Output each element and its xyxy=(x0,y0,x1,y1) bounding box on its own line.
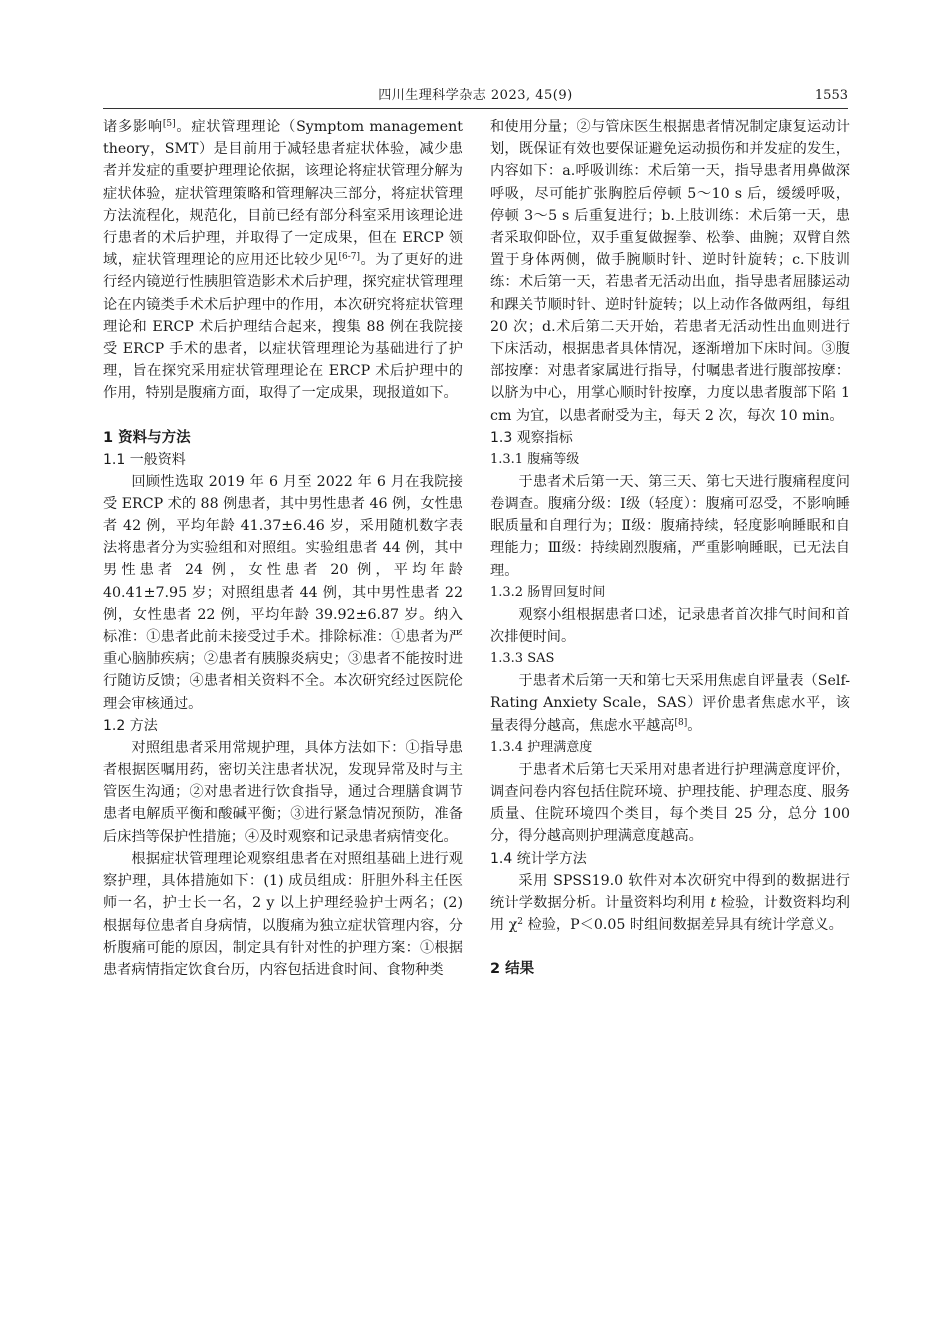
journal-title: 四川生理科学杂志 2023, 45(9) xyxy=(378,88,573,103)
section-1-2-heading: 1.2 方法 xyxy=(103,717,158,734)
chi-square-exponent: 2 xyxy=(517,917,524,928)
continued-paragraph: 和使用分量；②与管床医生根据患者情况制定康复运动计划，既保证有效也要保证避免运动损伤和并发症的发生，内容如下：a.呼吸训练：术后第一天，指导患者用鼻做深呼吸，尽可能扩张胸腔后停顿 5～10 s 后，缓缓呼吸，停顿 3～5 s 后重复进行；b.上肢训练：术后第一天，患者采取仰卧位，双手重复做握拳、松拳、曲腕；双臂自然置于身体两侧，做手腕顺时针、逆时针旋转；c.下肢训练：术后第一天，若患者无活动出血，指导患者屈膝运动和踝关节顺时针、逆时针旋转；以上动作各做两组，每组 20 次；d.术后第二天开始，若患者无活动性出血则进行下床活动，根据患者具体情况，逐渐增加下床时间。③腹部按摩：对患者家属进行指导，付嘱患者进行腹部按摩：以脐为中心，用掌心顺时针按摩，力度以患者腹部下陷 1 cm 为宜，以患者耐受为主，每天 2 次，每次 10 min。 xyxy=(490,119,850,424)
section-1-4-heading: 1.4 统计学方法 xyxy=(490,850,587,867)
section-1-2-paragraph-1: 对照组患者采用常规护理，具体方法如下：①指导患者根据医嘱用药，密切关注患者状况，发现异常及时与主管医生沟通；②对患者进行饮食指导，通过合理膳食调节患者电解质平衡和酸碱平衡；③进行紧急情况预防，准备后床挡等保护性措施；④及时观察和记录患者病情变化。 xyxy=(103,739,463,845)
section-1-1-text: 回顾性选取 2019 年 6 月至 2022 年 6 月在我院接受 ERCP 术的 88 例患者，其中男性患者 46 例，女性患者 42 例，平均年龄 41.37±6.46 岁，采用随机数字表法将患者分为实验组和对照组。实验组患者 44 例，其中男性患者 24 例，女性患者 20 例，平均年龄 40.41±7.95 岁；对照组患者 44 例，其中男性患者 22 例，女性患者 22 例，平均年龄 39.92±6.87 岁。纳入标准：①患者此前未接受过手术。排除标准：①患者为严重心脑肺疾病；②患者有胰腺炎病史；③患者不能按时进行随访反馈；④患者相关资料不全。本次研究经过医院伦理会审核通过。 xyxy=(103,473,463,712)
stats-text-a: 采用 SPSS19.0 软件对本次研究中得到的数据进行统计学数据分析。计量资料均利用 xyxy=(490,872,850,911)
section-1-3-1-heading: 1.3.1 腹痛等级 xyxy=(490,451,580,467)
section-1-3-4-heading: 1.3.4 护理满意度 xyxy=(490,739,593,755)
section-1-heading: 1 资料与方法 xyxy=(103,429,191,446)
section-1-2-paragraph-2: 根据症状管理理论观察组患者在对照组基础上进行观察护理，具体措施如下：(1) 成员组成：肝胆外科主任医师一名，护士长一名，2 y 以上护理经验护士两名；(2) 根据每位患者自身病情，以腹痛为独立症状管理内容，分析腹痛可能的原因，制定具有针对性的护理方案：①根据患者病情指定饮食台历，内容包括进食时间、食物种类 xyxy=(103,850,463,978)
intro-text-c: 。为了更好的进行经内镜逆行性胰胆管造影术术后护理，探究症状管理理论在内镜类手术术后护理中的作用，本次研究将症状管理理论和 ERCP 术后护理结合起来，搜集 88 例在我院接受 ERCP 手术的患者，以症状管理理论为基础进行了护理，旨在探究采用症状管理理论在 ERCP 术后护理中的作用，特别是腹痛方面，取得了一定成果，现报道如下。 xyxy=(103,252,463,402)
section-1-3-2-heading: 1.3.2 肠胃回复时间 xyxy=(490,584,606,600)
left-column xyxy=(103,116,463,981)
running-header xyxy=(103,86,848,109)
stats-text-c: 检验，P＜0.05 时组间数据差异具有统计学意义。 xyxy=(523,917,843,934)
t-test-symbol: t xyxy=(710,894,717,911)
intro-text-b: 。症状管理理论（Symptom management theory，SMT）是目前用于减轻患者症状体验，减少患者并发症的重要护理理论依据，该理论将症状管理分解为症状体验，症状管理策略和管理解决三部分，将症状管理方法流程化，规范化，目前已经有部分科室采用该理论进行患者的术后护理，并取得了一定成果，但在 ERCP 领域，症状管理理论的应用还比较少见 xyxy=(103,119,463,269)
sas-text-a: 于患者术后第一天和第七天采用焦虑自评量表（Self-Rating Anxiety Scale，SAS）评价患者焦虑水平，该量表得分越高，焦虑水平越高 xyxy=(490,673,850,734)
section-1-3-3-text xyxy=(490,670,850,737)
intro-paragraph xyxy=(103,116,463,405)
intro-text-a: 诸多影响 xyxy=(103,119,163,135)
page-number: 1553 xyxy=(814,88,848,103)
section-1-3-2-text: 观察小组根据患者口述，记录患者首次排气时间和首次排便时间。 xyxy=(490,606,850,646)
citation-8: [8] xyxy=(674,717,688,728)
stats-text-b: 检验，计数资料均利用 χ xyxy=(490,894,850,934)
sas-text-b: 。 xyxy=(687,717,702,734)
right-column xyxy=(490,116,850,980)
section-1-3-3-heading: 1.3.3 SAS xyxy=(490,651,555,667)
section-1-3-1-text: 于患者术后第一天、第三天、第七天进行腹痛程度问卷调查。腹痛分级：Ⅰ级（轻度）：腹痛可忍受，不影响睡眠质量和自理行为；Ⅱ级：腹痛持续，轻度影响睡眠和自理能力；Ⅲ级：持续剧烈腹痛，严重影响睡眠，已无法自理。 xyxy=(490,473,850,579)
section-1-4-text xyxy=(490,870,850,937)
citation-5: [5] xyxy=(162,119,176,129)
section-1-1-heading: 1.1 一般资料 xyxy=(103,451,186,468)
section-1-3-heading: 1.3 观察指标 xyxy=(490,429,573,446)
section-2-heading: 2 结果 xyxy=(490,961,535,978)
citation-6-7: [6-7] xyxy=(338,252,360,263)
section-1-3-4-text: 于患者术后第七天采用对患者进行护理满意度评价，调查问卷内容包括住院环境、护理技能、护理态度、服务质量、住院环境四个类目，每个类目 25 分，总分 100 分，得分越高则护理满意度越高。 xyxy=(490,761,850,845)
